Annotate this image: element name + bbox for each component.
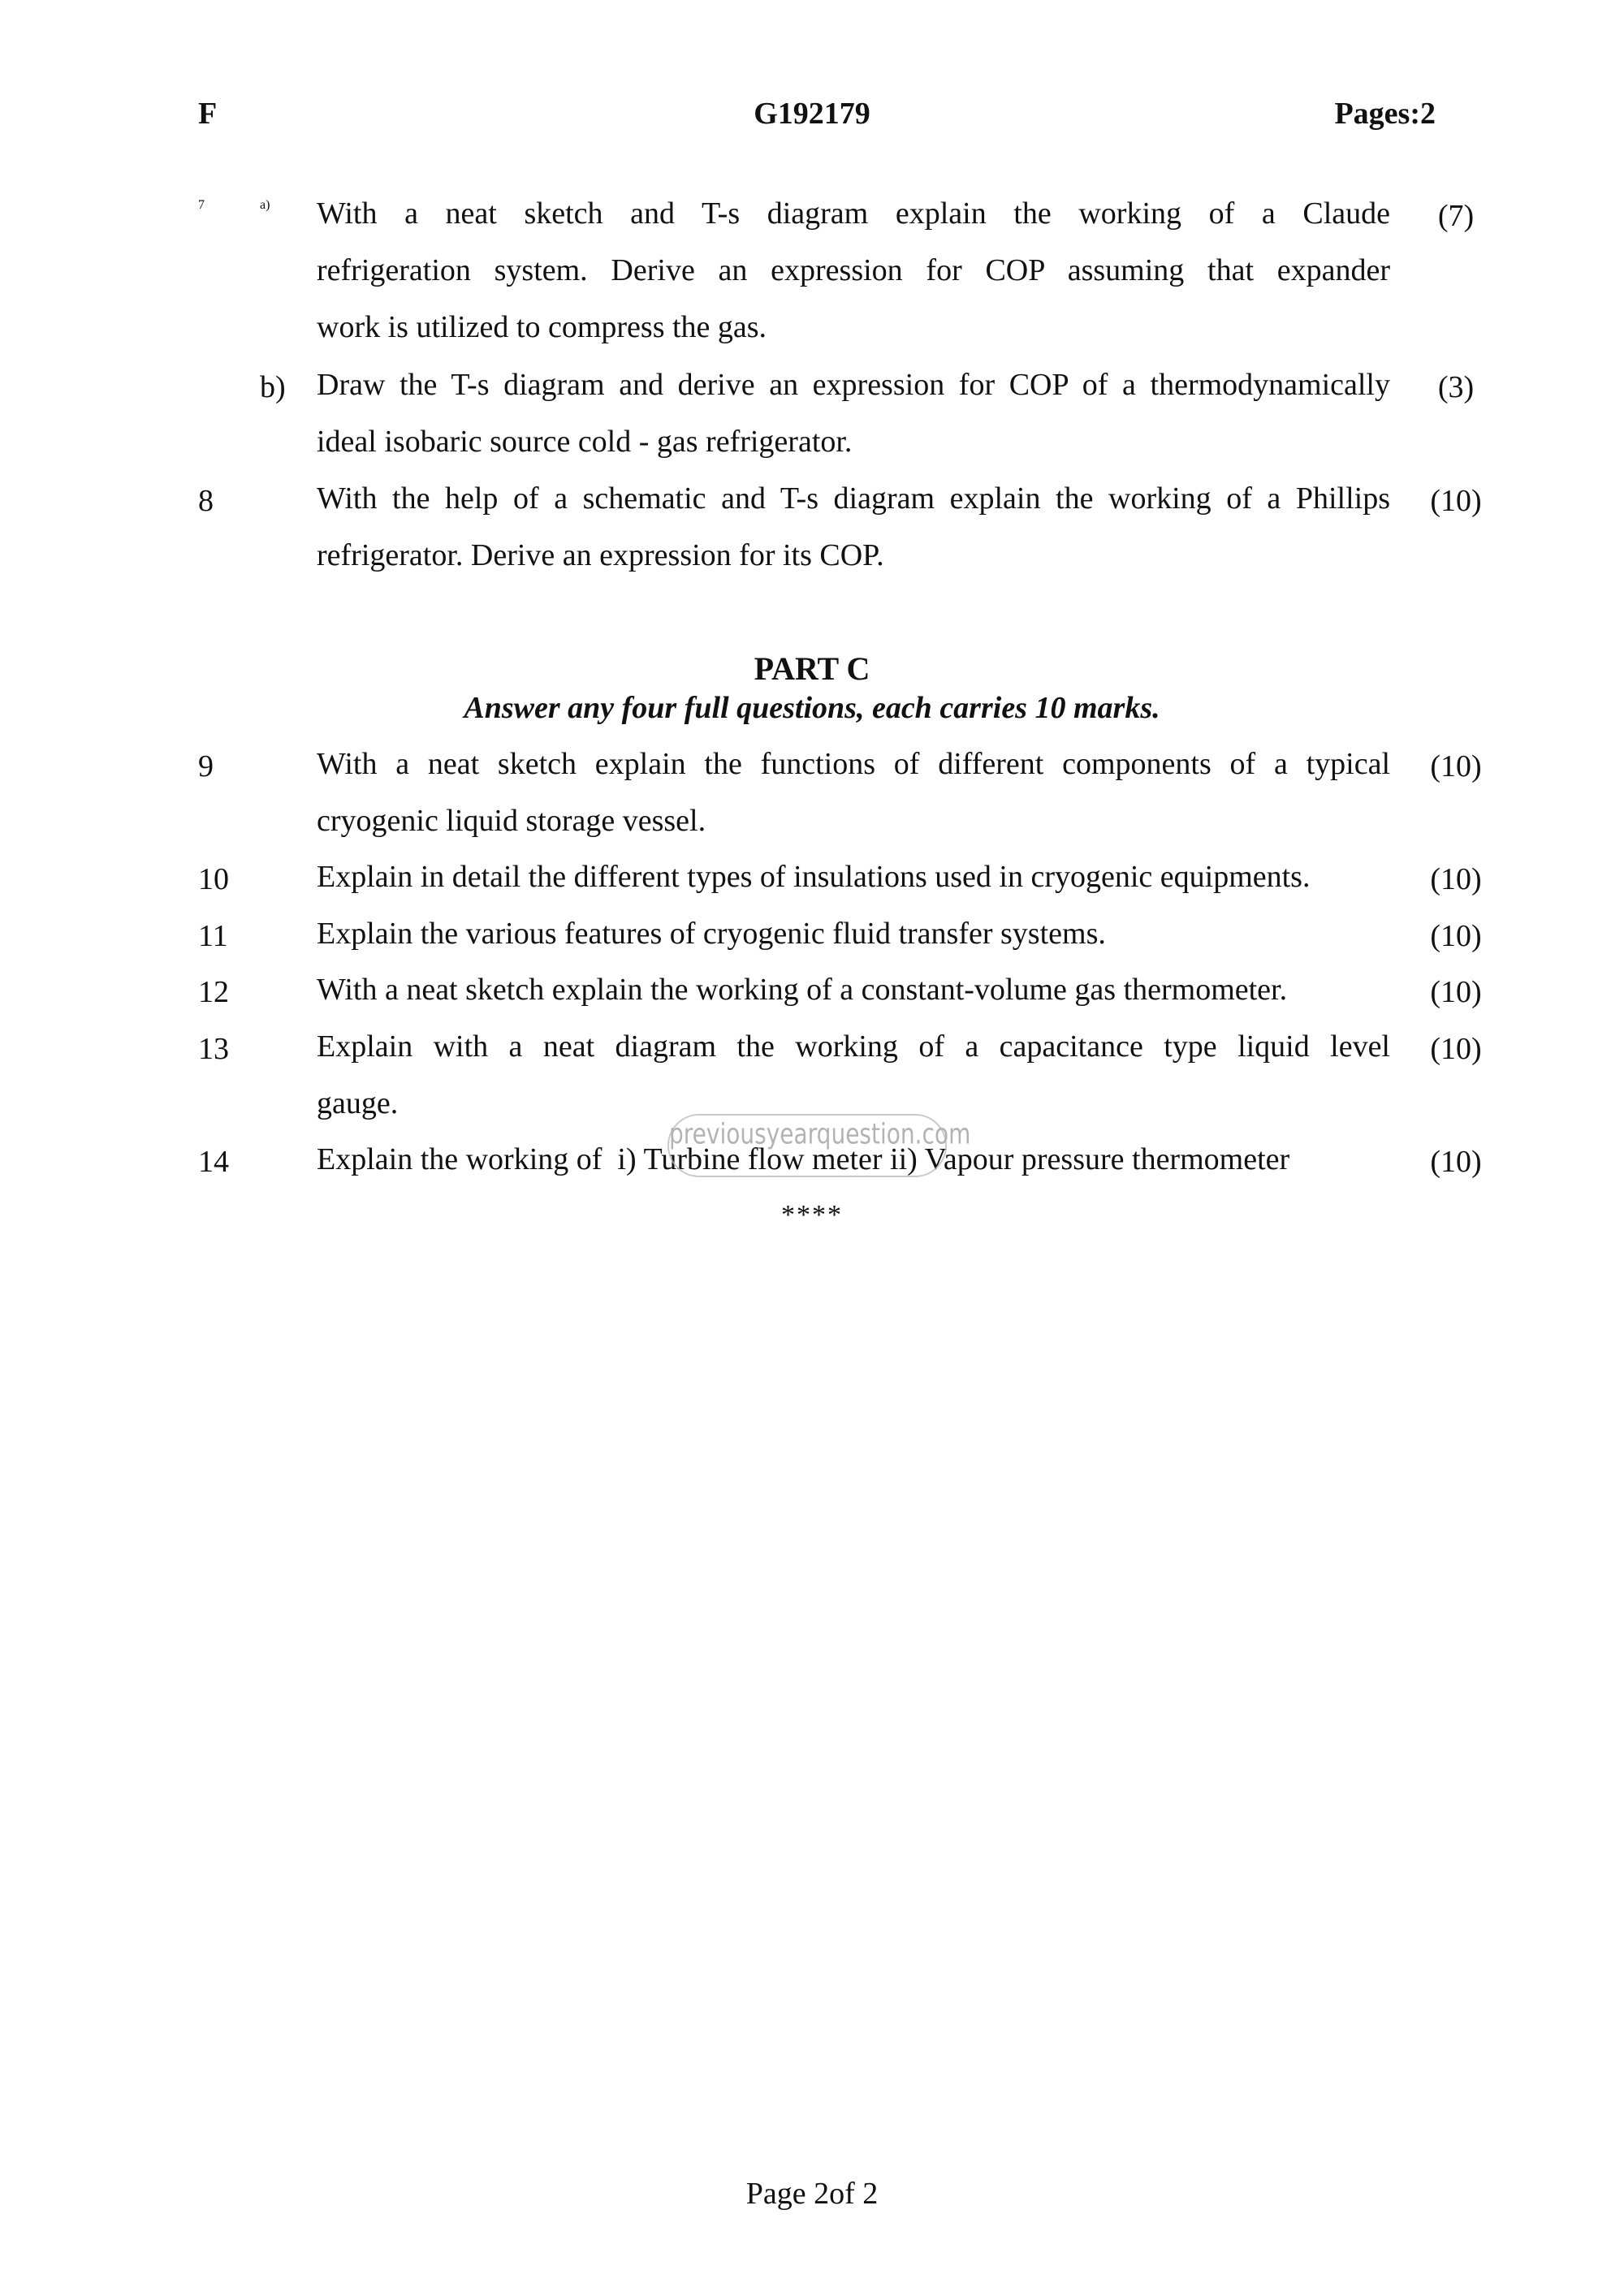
question-text [317,848,1390,905]
question-marks: (7) [1437,199,1475,233]
question-line: With a neat sketch and T-s diagram explain the working of a Claude [317,196,1390,231]
question-line: ideal isobaric source cold - gas refrigerator. [317,425,853,459]
question-text [317,185,1390,356]
question-marks: (10) [1430,749,1482,783]
page-header [0,96,1624,145]
watermark-text: previousyearquestion.com [669,1116,971,1150]
question-number: 11 [198,919,228,953]
question-text [317,1018,1390,1132]
question-text [317,961,1390,1018]
question-marks: (10) [1430,1032,1482,1066]
end-of-paper-mark: **** [781,1200,843,1230]
question-line: With a neat sketch explain the working of a constant-volume gas thermometer. [317,973,1288,1007]
question-line: With the help of a schematic and T-s diagram explain the working of a Phillips [317,481,1390,516]
question-marks: (10) [1430,484,1482,518]
subquestion-label: a) [260,198,270,212]
question-number: 8 [198,484,214,518]
page-footer: Page 2of 2 [745,2177,879,2211]
header-series: F [198,97,218,131]
question-line: cryogenic liquid storage vessel. [317,804,706,838]
question-number: 14 [198,1145,229,1179]
subquestion-label: b) [260,370,286,404]
part-c-title: PART C [754,650,870,687]
question-line: Explain the various features of cryogenic fluid transfer systems. [317,917,1106,951]
question-number: 7 [198,198,205,212]
question-text [317,470,1390,584]
question-marks: (10) [1430,919,1482,953]
question-line: work is utilized to compress the gas. [317,310,767,344]
question-line: Explain the working of i) Turbine flow meter ii) Vapour pressure thermometer [317,1142,1290,1176]
question-line: Explain in detail the different types of insulations used in cryogenic equipments. [317,860,1311,894]
question-line: Explain with a neat diagram the working of a capacitance type liquid level [317,1029,1390,1064]
question-text [317,905,1390,962]
question-marks: (3) [1437,370,1475,404]
question-text [317,736,1390,849]
question-line: refrigeration system. Derive an expression for COP assuming that expander [317,253,1390,287]
question-line: With a neat sketch explain the functions of different components of a typical [317,747,1390,781]
question-marks: (10) [1430,1145,1482,1179]
question-line: gauge. [317,1086,399,1120]
part-c-instruction: Answer any four full questions, each carries 10 marks. [464,691,1160,725]
question-marks: (10) [1430,975,1482,1009]
question-number: 13 [198,1032,229,1066]
question-line: refrigerator. Derive an expression for its COP. [317,538,884,572]
header-paper-code: G192179 [754,97,870,131]
question-line: Draw the T-s diagram and derive an expression for COP of a thermodynamically [317,368,1390,402]
header-page-count: Pages:2 [1334,97,1436,131]
question-text [317,356,1390,470]
question-marks: (10) [1430,862,1482,896]
question-text [317,1131,1390,1188]
question-number: 12 [198,975,229,1009]
question-number: 9 [198,749,214,783]
question-number: 10 [198,862,229,896]
